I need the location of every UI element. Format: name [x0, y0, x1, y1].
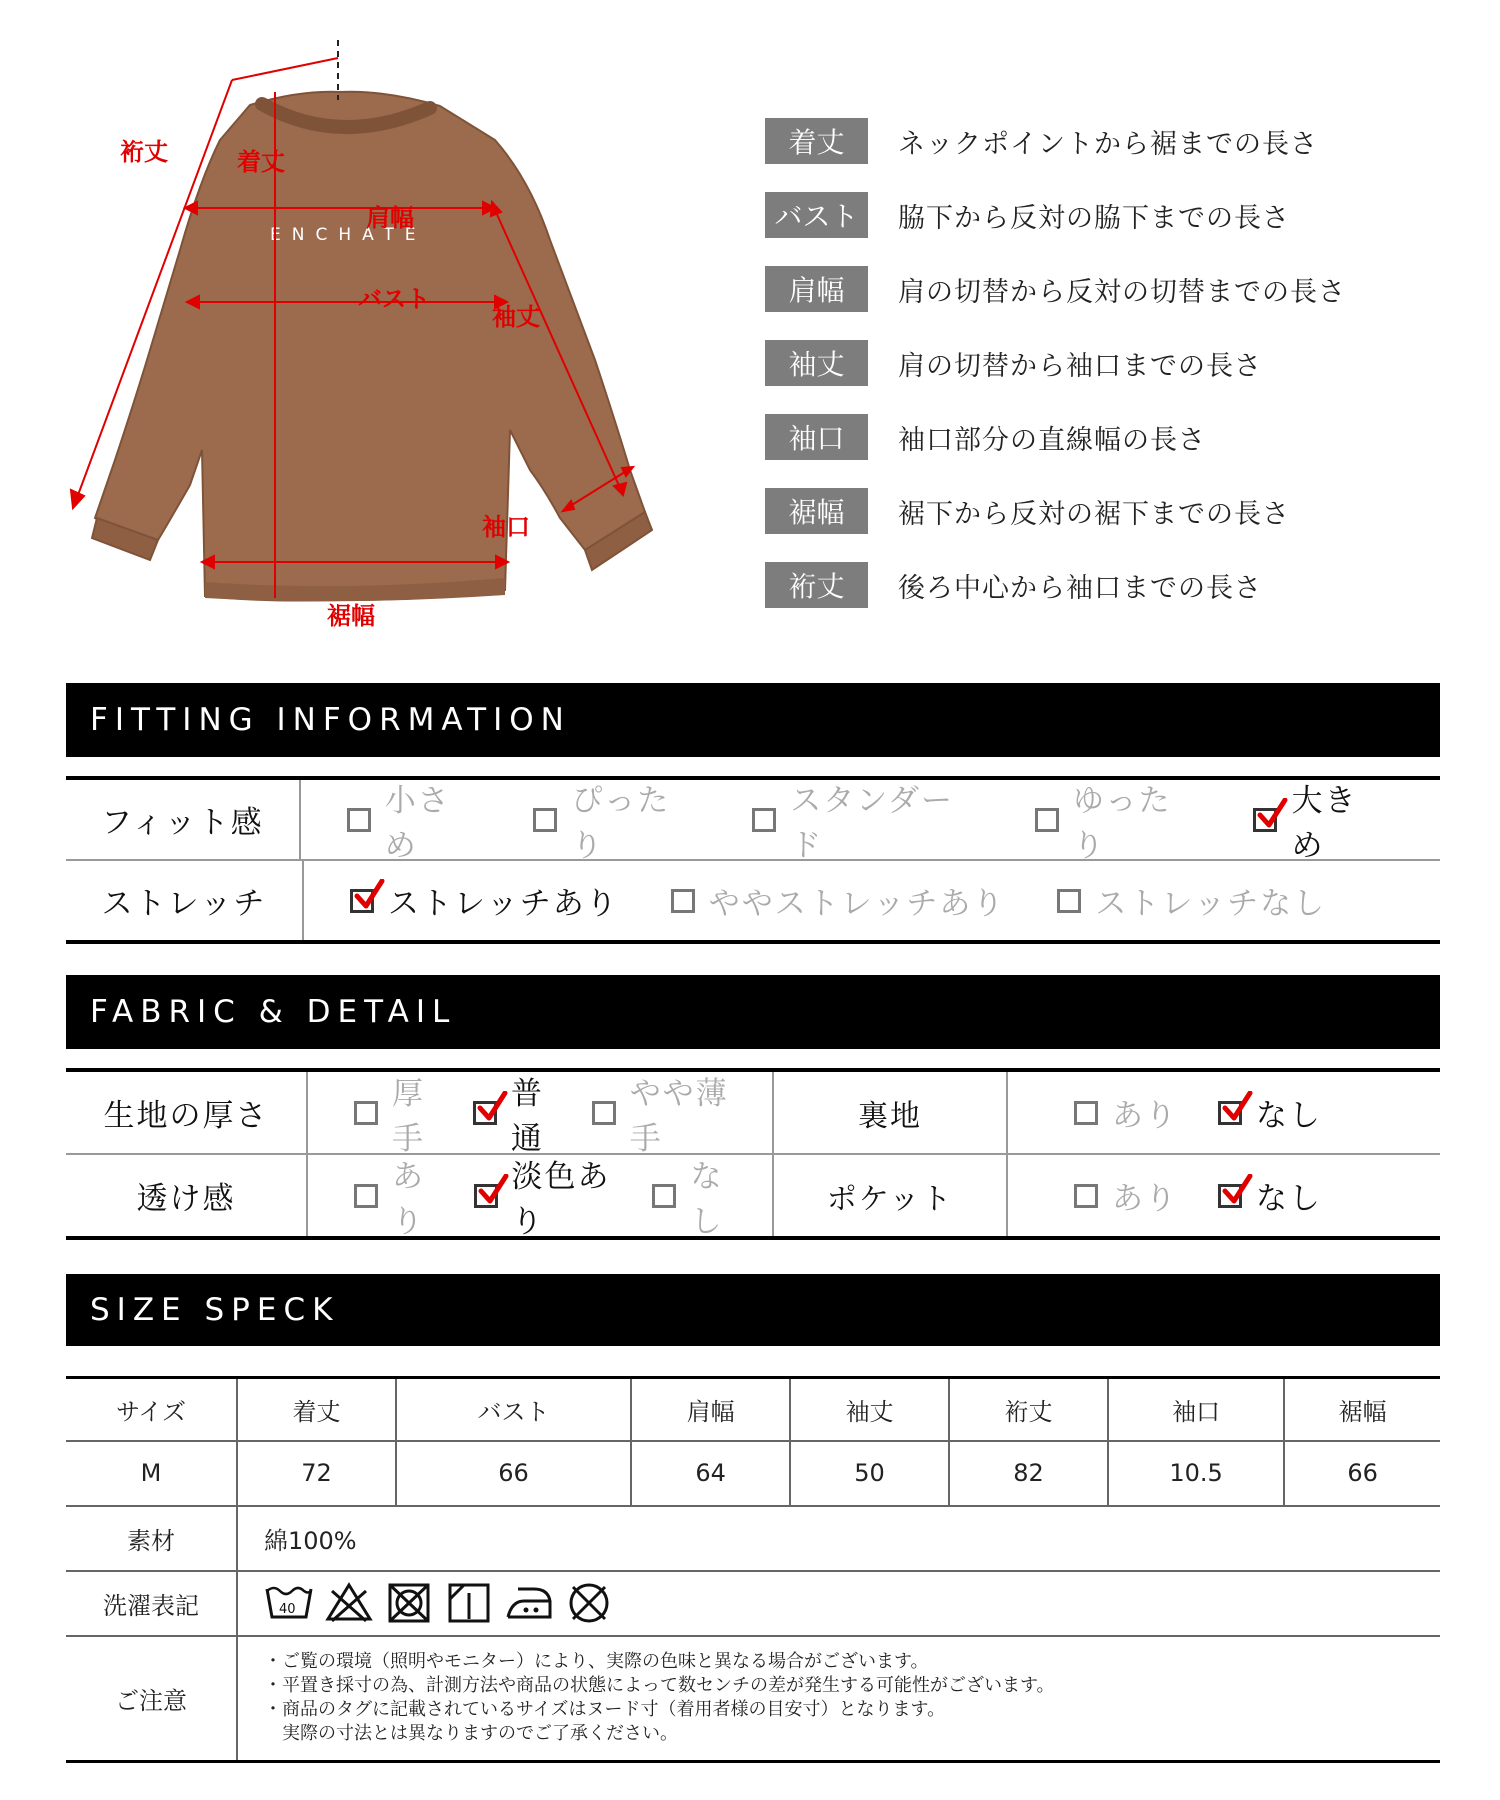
option-label: なし	[1256, 1098, 1322, 1134]
option-label: あり	[392, 1158, 425, 1240]
legend-tag: 着丈	[765, 118, 868, 164]
checkbox-option[interactable]	[1074, 1173, 1178, 1218]
checked-checkbox-icon[interactable]	[474, 1184, 498, 1208]
option-label: あり	[1112, 1181, 1178, 1217]
label-sodeguchi: 袖口	[482, 513, 530, 541]
care-icons	[264, 1581, 1440, 1625]
line-dry-shade-icon	[444, 1581, 494, 1625]
fit-label: フィット感	[66, 780, 301, 859]
legend-tag: 袖口	[765, 414, 868, 460]
size-header-row	[66, 1378, 1440, 1441]
option-label: 厚手	[392, 1075, 425, 1157]
size-value-cell: 10.5	[1108, 1441, 1284, 1506]
legend-row	[765, 562, 1465, 608]
size-column-header: バスト	[396, 1378, 631, 1441]
size-column-header: 袖丈	[790, 1378, 949, 1441]
checked-checkbox-icon[interactable]	[350, 889, 374, 913]
checkbox-icon[interactable]	[354, 1101, 378, 1125]
checkbox-option[interactable]	[1253, 775, 1388, 865]
option-label: ややストレッチあり	[708, 886, 1006, 922]
material-label: 素材	[66, 1506, 237, 1571]
checkbox-option[interactable]	[671, 878, 1006, 923]
lining-label: 裏地	[774, 1072, 1008, 1153]
size-column-header: サイズ	[66, 1378, 237, 1441]
red-check-icon	[1220, 1174, 1254, 1208]
checked-checkbox-icon[interactable]	[1218, 1101, 1242, 1125]
measurement-legend	[765, 118, 1465, 636]
red-check-icon	[1255, 798, 1289, 832]
checkbox-icon[interactable]	[1035, 808, 1059, 832]
size-value-cell: 64	[631, 1441, 790, 1506]
sheer-label: 透け感	[66, 1155, 308, 1236]
checkbox-option[interactable]	[1218, 1090, 1322, 1135]
care-icons-cell	[237, 1571, 1440, 1636]
fabric-row-1	[66, 1072, 1440, 1157]
legend-description: 裾下から反対の裾下までの長さ	[898, 498, 1290, 530]
size-column-header: 着丈	[237, 1378, 396, 1441]
size-value-cell: 66	[1284, 1441, 1440, 1506]
label-kitake: 着丈	[237, 148, 285, 176]
label-yukitake: 裄丈	[120, 138, 168, 166]
no-bleach-icon	[324, 1581, 374, 1625]
label-sodetake: 袖丈	[492, 303, 540, 331]
checked-checkbox-icon[interactable]	[473, 1101, 497, 1125]
note-line: ・平置き採寸の為、計測方法や商品の状態によって数センチの差が発生する可能性がございます。	[264, 1675, 1055, 1697]
pocket-label: ポケット	[774, 1155, 1008, 1236]
option-label: やや薄手	[629, 1075, 729, 1157]
checkbox-option[interactable]	[752, 775, 983, 865]
stretch-options	[304, 861, 1378, 940]
size-value-cell: 72	[237, 1441, 396, 1506]
red-check-icon	[352, 879, 386, 913]
legend-description: 脇下から反対の脇下までの長さ	[898, 202, 1290, 234]
checkbox-icon[interactable]	[752, 808, 776, 832]
stretch-row	[66, 859, 1440, 940]
checkbox-option[interactable]	[347, 775, 482, 865]
option-label: スタンダード	[790, 782, 955, 864]
sheer-options	[308, 1155, 774, 1240]
material-row	[66, 1506, 1440, 1571]
option-label: 小さめ	[384, 782, 451, 864]
legend-description: 後ろ中心から袖口までの長さ	[898, 572, 1262, 604]
fit-options	[301, 780, 1440, 864]
stretch-label: ストレッチ	[66, 861, 304, 940]
size-column-header: 裾幅	[1284, 1378, 1440, 1441]
brand-print: ENCHATÉ	[270, 225, 427, 245]
checked-checkbox-icon[interactable]	[1253, 808, 1277, 832]
checkbox-icon[interactable]	[1074, 1101, 1098, 1125]
legend-tag: 裄丈	[765, 562, 868, 608]
legend-tag: バスト	[765, 192, 868, 238]
legend-row	[765, 118, 1465, 164]
no-dry-clean-icon	[564, 1581, 614, 1625]
legend-row	[765, 414, 1465, 460]
legend-row	[765, 266, 1465, 312]
size-value-cell: 82	[949, 1441, 1108, 1506]
svg-text:40: 40	[279, 1602, 296, 1617]
pocket-options	[1008, 1155, 1362, 1236]
checkbox-icon[interactable]	[671, 889, 695, 913]
iron-medium-icon	[504, 1581, 554, 1625]
legend-row	[765, 340, 1465, 386]
note-line: 実際の寸法とは異なりますのでご了承ください。	[264, 1723, 678, 1745]
option-label: ストレッチあり	[388, 886, 619, 922]
fitting-header: FITTING INFORMATION	[66, 683, 1440, 757]
checkbox-option[interactable]	[350, 878, 619, 923]
garment-body	[95, 92, 645, 601]
fabric-table	[66, 1068, 1440, 1240]
notes-label: ご注意	[66, 1636, 237, 1762]
checkbox-icon[interactable]	[652, 1184, 676, 1208]
thickness-label: 生地の厚さ	[66, 1072, 308, 1153]
wash-40-icon	[264, 1581, 314, 1625]
lining-options	[1008, 1072, 1362, 1153]
size-header: SIZE SPECK	[66, 1274, 1440, 1346]
size-value-cell: 66	[396, 1441, 631, 1506]
sweatshirt-illustration	[40, 30, 680, 650]
size-column-header: 袖口	[1108, 1378, 1284, 1441]
checkbox-option[interactable]	[473, 1068, 570, 1158]
legend-tag: 袖丈	[765, 340, 868, 386]
size-column-header: 裄丈	[949, 1378, 1108, 1441]
red-check-icon	[475, 1091, 509, 1125]
option-label: ストレッチなし	[1095, 886, 1327, 922]
notes-list	[264, 1650, 1440, 1746]
fabric-header: FABRIC & DETAIL	[66, 975, 1440, 1049]
legend-description: ネックポイントから裾までの長さ	[898, 128, 1318, 160]
checkbox-option[interactable]	[474, 1151, 627, 1241]
fabric-row-2	[66, 1153, 1440, 1240]
notes-cell	[237, 1636, 1440, 1762]
red-check-icon	[1220, 1091, 1254, 1125]
care-label: 洗濯表記	[66, 1571, 237, 1636]
legend-row	[765, 192, 1465, 238]
checkbox-icon[interactable]	[592, 1101, 616, 1125]
fitting-table	[66, 776, 1440, 944]
option-label: なし	[1256, 1181, 1322, 1217]
option-label: ゆったり	[1072, 782, 1172, 864]
legend-tag: 裾幅	[765, 488, 868, 534]
option-label: あり	[1112, 1098, 1178, 1134]
checkbox-option[interactable]	[652, 1151, 746, 1241]
checkbox-icon[interactable]	[1074, 1184, 1098, 1208]
size-table	[66, 1376, 1440, 1763]
legend-description: 袖口部分の直線幅の長さ	[898, 424, 1206, 456]
thickness-options	[308, 1072, 774, 1157]
checkbox-icon[interactable]	[533, 808, 557, 832]
legend-description: 肩の切替から反対の切替までの長さ	[898, 276, 1346, 308]
label-susohaba: 裾幅	[327, 602, 375, 630]
checkbox-option[interactable]	[1218, 1173, 1322, 1218]
size-column-header: 肩幅	[631, 1378, 790, 1441]
option-label: 大きめ	[1291, 782, 1358, 864]
option-label: ぴったり	[571, 782, 671, 864]
checkbox-option[interactable]	[592, 1068, 750, 1158]
material-value: 綿100%	[237, 1506, 1440, 1571]
size-value-cell: M	[66, 1441, 237, 1506]
legend-tag: 肩幅	[765, 266, 868, 312]
red-check-icon	[476, 1174, 510, 1208]
size-value-cell: 50	[790, 1441, 949, 1506]
legend-description: 肩の切替から袖口までの長さ	[898, 350, 1262, 382]
care-row	[66, 1571, 1440, 1636]
option-label: なし	[690, 1158, 724, 1240]
checkbox-option[interactable]	[1074, 1090, 1178, 1135]
size-value-row	[66, 1441, 1440, 1506]
checkbox-option[interactable]	[1035, 775, 1202, 865]
checkbox-icon[interactable]	[1057, 889, 1081, 913]
label-katahaba: 肩幅	[366, 204, 414, 232]
checked-checkbox-icon[interactable]	[1218, 1184, 1242, 1208]
option-label: 普通	[510, 1075, 544, 1157]
checkbox-option[interactable]	[354, 1151, 448, 1241]
notes-row	[66, 1636, 1440, 1762]
note-line: ・商品のタグに記載されているサイズはヌード寸（着用者様の目安寸）となります。	[264, 1699, 946, 1721]
note-line: ・ご覧の環境（照明やモニター）により、実際の色味と異なる場合がございます。	[264, 1651, 929, 1673]
checkbox-icon[interactable]	[347, 808, 371, 832]
label-bust: バスト	[358, 285, 430, 313]
option-label: 淡色あり	[511, 1158, 611, 1240]
garment-diagram	[40, 30, 680, 650]
checkbox-option[interactable]	[354, 1068, 451, 1158]
checkbox-option[interactable]	[1057, 878, 1326, 923]
fit-row	[66, 780, 1440, 864]
checkbox-option[interactable]	[533, 775, 700, 865]
checkbox-icon[interactable]	[354, 1184, 378, 1208]
no-tumble-dry-icon	[384, 1581, 434, 1625]
legend-row	[765, 488, 1465, 534]
